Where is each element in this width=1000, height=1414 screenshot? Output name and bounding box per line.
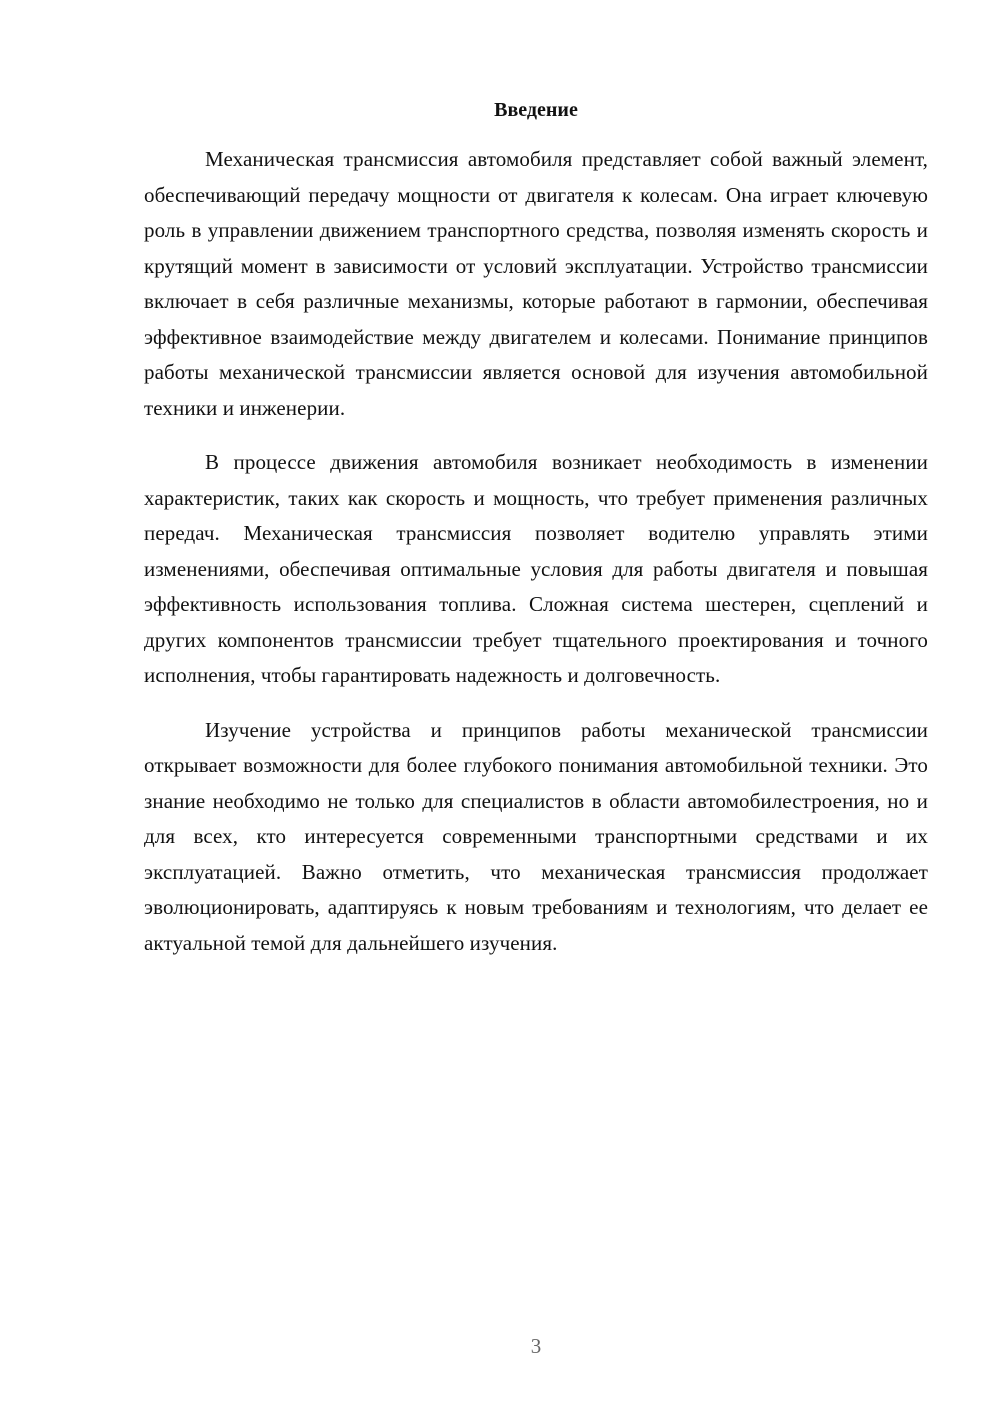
paragraph-1: Механическая трансмиссия автомобиля представляет собой важный элемент, обеспечивающий передачу мощности от двигателя к колесам. Она играет ключевую роль в управлении движением транспортного средства, позволяя изменять скорость и крутящий момент в зависимости от условий эксплуатации. Устройство трансмиссии включает в себя различные механизмы, которые работают в гармонии, обеспечивая эффективное взаимодействие между двигателем и колесами. Понимание принципов работы механической трансмиссии является основой для изучения автомобильной техники и инженерии. <box>144 147 928 420</box>
page-number: 3 <box>530 1334 542 1358</box>
paragraph-3: Изучение устройства и принципов работы механической трансмиссии открывает возможности для более глубокого понимания автомобильной техники. Это знание необходимо не только для специалистов в области автомобилестроения, но и для всех, кто интересуется современными транспортными средствами и их эксплуатацией. Важно отметить, что механическая трансмиссия продолжает эволюционировать, адаптируясь к новым требованиям и технологиям, что делает ее актуальной темой для дальнейшего изучения. <box>144 717 928 955</box>
paragraph-2: В процессе движения автомобиля возникает необходимость в изменении характеристик, таких как скорость и мощность, что требует применения различных передач. Механическая трансмиссия позволяет водителю управлять этими изменениями, обеспечивая оптимальные условия для работы двигателя и повышая эффективность использования топлива. Сложная система шестерен, сцеплений и других компонентов трансмиссии требует тщательного проектирования и точного исполнения, чтобы гарантировать надежность и долговечность. <box>144 450 928 687</box>
page-title: Введение <box>494 99 578 121</box>
document-body <box>144 142 928 961</box>
